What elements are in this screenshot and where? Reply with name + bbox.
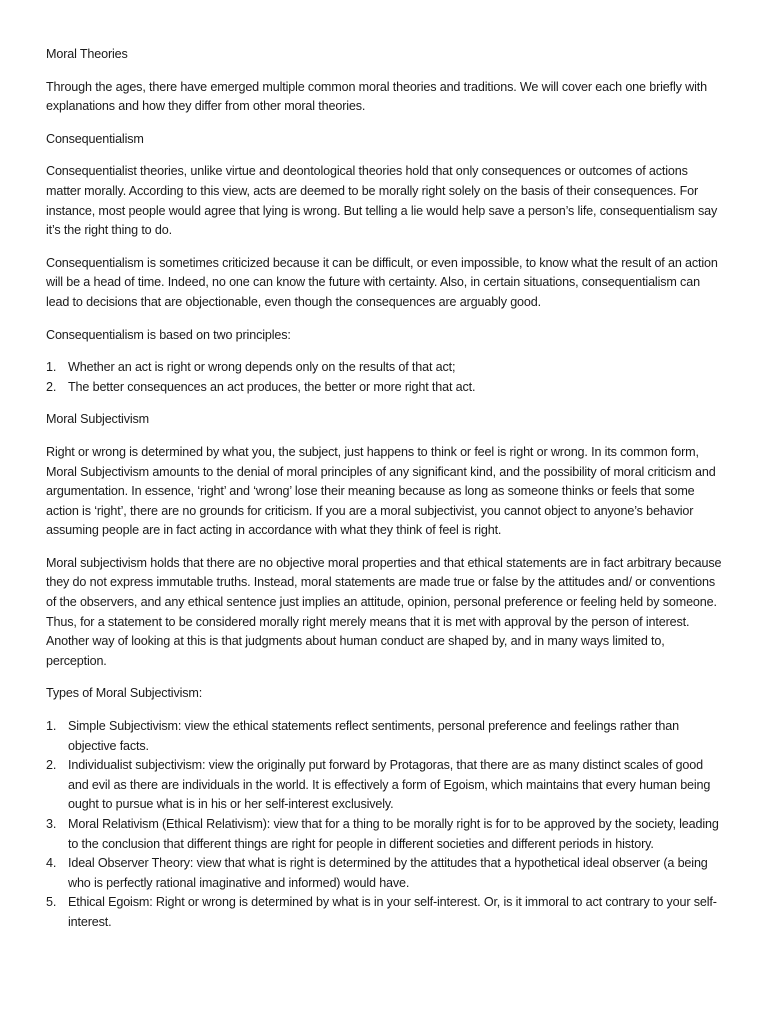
document-title: Moral Theories bbox=[46, 47, 128, 61]
subjectivism-paragraph-1: Right or wrong is determined by what you, the subject, just happens to think or feel is right or wrong. In its common form, Moral Subjectivism amounts to the denial of moral principles of any significant kind, and the possibility of moral criticism and argumentation. In essence, ‘right’ and ‘wrong’ lose their meaning because as long as someone thinks or feels that some action is ‘right’, there are no grounds for criticism. If you are a moral subjectivist, you cannot object to anyone’s behavior assuming people are in fact acting in accordance with what they think of feel is right. bbox=[46, 444, 716, 538]
list-text: Ideal Observer Theory: view that what is right is determined by the attitudes that a hypothetical ideal observer (a being who is perfectly rational imaginative and informed) would have. bbox=[68, 856, 708, 890]
list-text: Whether an act is right or wrong depends only on the results of that act; bbox=[68, 360, 456, 375]
list-item bbox=[46, 378, 724, 398]
list-number: 1. bbox=[46, 360, 57, 375]
list-item bbox=[46, 854, 724, 893]
list-number: 2. bbox=[46, 758, 57, 773]
list-number: 5. bbox=[46, 895, 57, 910]
principles-intro: Consequentialism is based on two principles: bbox=[46, 327, 291, 342]
list-text: Moral Relativism (Ethical Relativism): view that for a thing to be morally right is for to be approved by the society, leading to the conclusion that different things are right for people in different societies and different periods in history. bbox=[68, 817, 719, 851]
consequentialism-heading: Consequentialism bbox=[46, 131, 144, 146]
types-heading: Types of Moral Subjectivism: bbox=[46, 686, 203, 701]
subjectivism-heading: Moral Subjectivism bbox=[46, 412, 149, 427]
list-item bbox=[46, 717, 724, 756]
list-item bbox=[46, 815, 724, 854]
subjectivism-paragraph-2: Moral subjectivism holds that there are no objective moral properties and that ethical statements are in fact arbitrary because they do not express immutable truths. Instead, moral statements are made true or false by the attitudes and/ or conventions of the observers, and any ethical sentence just implies an attitude, opinion, personal preference or feeling held by someone. Thus, for a statement to be considered morally right merely means that it is met with approval by the person of interest. Another way of looking at this is that judgments about human conduct are shaped by, and in many ways limited to, perception. bbox=[46, 555, 722, 668]
list-text: The better consequences an act produces, the better or more right that act. bbox=[68, 379, 476, 394]
list-text: Ethical Egoism: Right or wrong is determined by what is in your self-interest. Or, is it immoral to act contrary to your self-interest. bbox=[68, 895, 717, 929]
list-number: 2. bbox=[46, 379, 57, 394]
list-number: 4. bbox=[46, 856, 57, 871]
list-item bbox=[46, 893, 724, 932]
list-item bbox=[46, 358, 724, 378]
list-text: Individualist subjectivism: view the originally put forward by Protagoras, that there are as many distinct scales of good and evil as there are individuals in the world. It is effectively a form of Egoism, which maintains that every human being ought to pursue what is in his or her self-interest exclusively. bbox=[68, 758, 711, 812]
consequentialism-paragraph-2: Consequentialism is sometimes criticized because it can be difficult, or even impossible, to know what the result of an action will be a head of time. Indeed, no one can know the future with certainty. Also, in certain situations, consequentialism can lead to decisions that are objectionable, even though the consequences are arguably good. bbox=[46, 255, 718, 309]
list-text: Simple Subjectivism: view the ethical statements reflect sentiments, personal preference and feelings rather than objective facts. bbox=[68, 719, 679, 753]
principles-list bbox=[46, 358, 724, 397]
types-list bbox=[46, 717, 724, 933]
intro-paragraph: Through the ages, there have emerged multiple common moral theories and traditions. We will cover each one briefly with explanations and how they differ from other moral theories. bbox=[46, 79, 707, 114]
consequentialism-paragraph-1: Consequentialist theories, unlike virtue and deontological theories hold that only consequences or outcomes of actions matter morally. According to this view, acts are deemed to be morally right solely on the basis of their consequences. For instance, most people would agree that lying is wrong. But telling a lie would help save a person’s life, consequentialism say it’s the right thing to do. bbox=[46, 164, 718, 238]
list-item bbox=[46, 756, 724, 815]
list-number: 3. bbox=[46, 817, 57, 831]
list-number: 1. bbox=[46, 719, 57, 734]
